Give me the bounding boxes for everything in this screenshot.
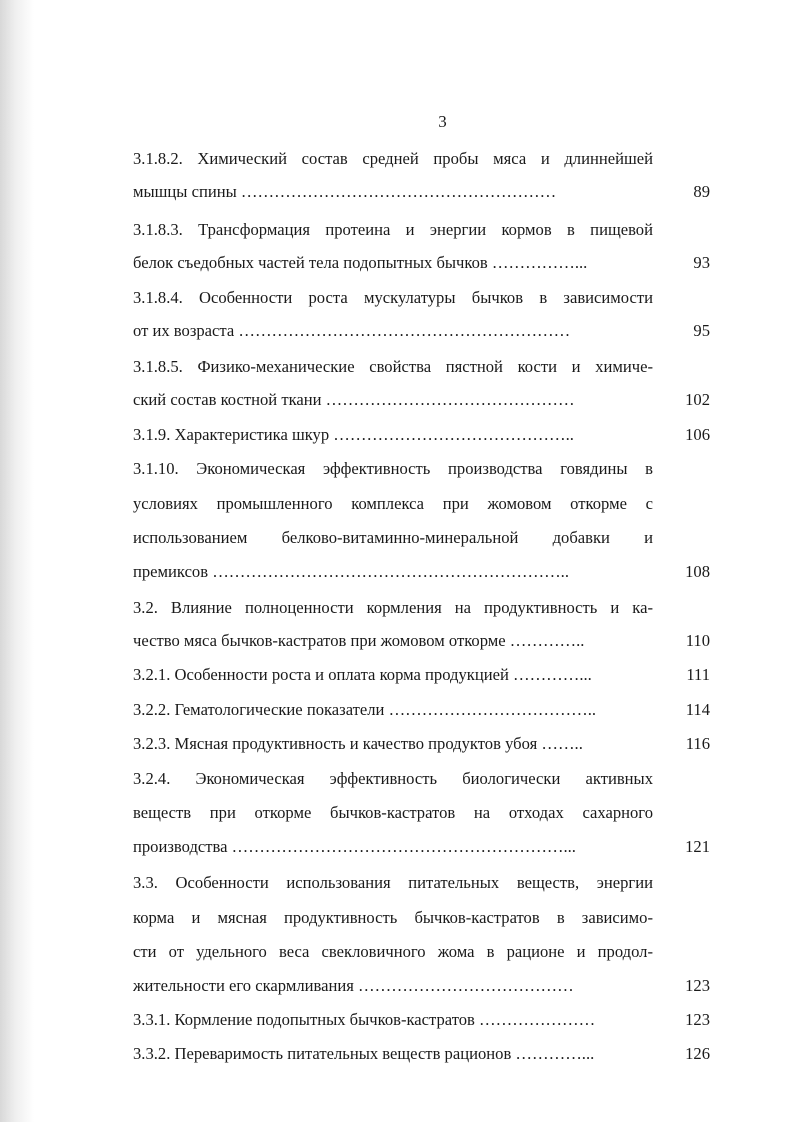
toc-entry-line: 3.2.3. Мясная продуктивность и качество продуктов убоя …….. xyxy=(133,734,583,753)
toc-entry-line: чество мяса бычков-кастратов при жомовом откорме ………….. xyxy=(133,631,585,650)
toc-entry-line: 3.2.4. Экономическая эффективность биологически активных xyxy=(133,769,653,788)
toc-entry-line: премиксов ……………………………………………………….. xyxy=(133,562,569,581)
toc-page-number: 123 xyxy=(685,976,710,995)
toc-entry-line: корма и мясная продуктивность бычков-кастратов в зависимо- xyxy=(133,908,653,927)
toc-entry-line: 3.1.9. Характеристика шкур …………………………………….. xyxy=(133,425,574,444)
toc-entry-line: ский состав костной ткани ……………………………………… xyxy=(133,390,575,409)
toc-page-number: 89 xyxy=(693,182,710,201)
toc-entry-line: от их возраста …………………………………………………… xyxy=(133,321,571,340)
toc-entry-line: 3.1.10. Экономическая эффективность производства говядины в xyxy=(133,459,653,478)
toc-entry-line: производства ……………………………………………………... xyxy=(133,837,576,856)
toc-entry-line: жительности его скармливания ………………………………… xyxy=(133,976,574,995)
toc-page-number: 114 xyxy=(685,700,710,719)
toc-entry-line: 3.3. Особенности использования питательных веществ, энергии xyxy=(133,873,653,892)
toc-page-number: 93 xyxy=(693,253,710,272)
page-number: 3 xyxy=(438,112,447,131)
toc-entry-line: условиях промышленного комплекса при жомовом откорме с xyxy=(133,494,653,513)
toc-entry-line: 3.3.2. Переваримость питательных веществ рационов …………... xyxy=(133,1044,595,1063)
toc-entry-line: 3.2.1. Особенности роста и оплата корма продукцией …………... xyxy=(133,665,592,684)
toc-entry-line: мышцы спины ………………………………………………… xyxy=(133,182,557,201)
toc-page-number: 102 xyxy=(685,390,710,409)
toc-page-number: 116 xyxy=(685,734,710,753)
toc-page-number: 106 xyxy=(685,425,710,444)
toc-page-number: 123 xyxy=(685,1010,710,1029)
toc-entry-line: 3.2.2. Гематологические показатели ……………………………….. xyxy=(133,700,597,719)
toc-page-number: 111 xyxy=(686,665,710,684)
toc-entry-line: использованием белково-витаминно-минеральной добавки и xyxy=(133,528,653,547)
toc-page-number: 108 xyxy=(685,562,710,581)
scan-shadow-edge xyxy=(0,0,34,1122)
toc-page-number: 126 xyxy=(685,1044,710,1063)
toc-entry-line: веществ при откорме бычков-кастратов на отходах сахарного xyxy=(133,803,653,822)
toc-entry-line: белок съедобных частей тела подопытных бычков ……………... xyxy=(133,253,588,272)
toc-entry-line: сти от удельного веса свекловичного жома в рационе и продол- xyxy=(133,942,653,961)
toc-entry-line: 3.1.8.5. Физико-механические свойства пястной кости и химиче- xyxy=(133,357,653,376)
toc-entry-line: 3.1.8.3. Трансформация протеина и энергии кормов в пищевой xyxy=(133,220,653,239)
toc-page-number: 121 xyxy=(685,837,710,856)
toc-entry-line: 3.2. Влияние полноценности кормления на продуктивность и ка- xyxy=(133,598,653,617)
toc-entry-line: 3.1.8.2. Химический состав средней пробы мяса и длиннейшей xyxy=(133,149,653,168)
toc-entry-line: 3.3.1. Кормление подопытных бычков-кастратов ………………… xyxy=(133,1010,596,1029)
toc-page-number: 95 xyxy=(693,321,710,340)
toc-page-number: 110 xyxy=(685,631,710,650)
toc-entry-line: 3.1.8.4. Особенности роста мускулатуры бычков в зависимости xyxy=(133,288,653,307)
